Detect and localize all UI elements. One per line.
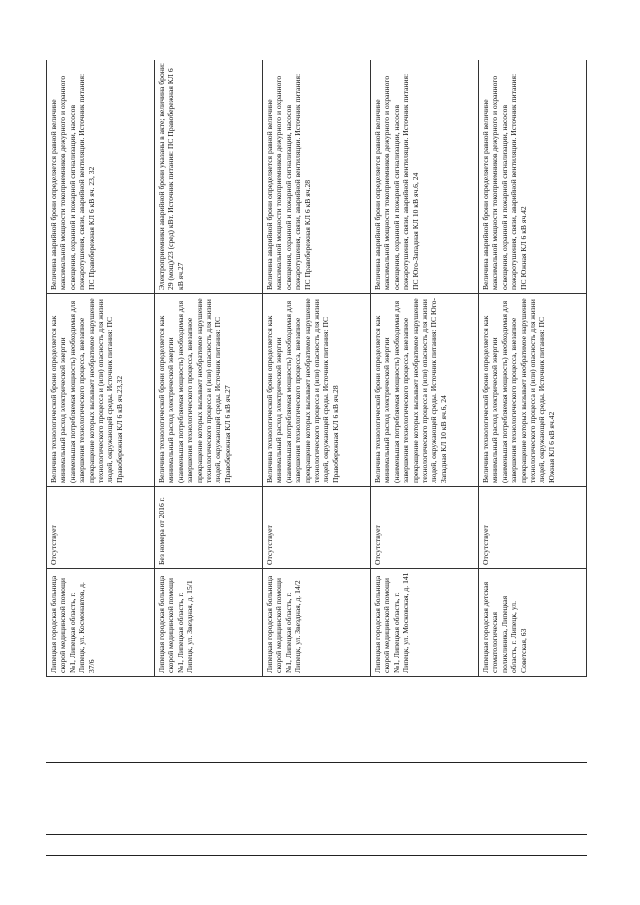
divider-line <box>46 762 587 763</box>
document-cell: Отсутствует <box>47 487 155 569</box>
document-cell: Отсутствует <box>263 487 371 569</box>
tech-reserve-cell: Величина технологической брони определяется как минимальный расход электрической энергии (наименьшая потребляемая мощность) необходимая для завершения технологического процесса, внезапное прекращение которых вызывает необратимое нарушение технологического процесса и (или) опасность для жизни людей, окружающей среды. Источник питания: ПС Правобережная КЛ 6 кВ яч.28 <box>263 294 371 487</box>
document-cell: Отсутствует <box>371 487 479 569</box>
reserve-table <box>46 60 587 677</box>
table-row <box>371 60 479 677</box>
table-viewport <box>46 60 587 677</box>
table-row <box>47 60 155 677</box>
facility-name-cell: Липецкая городская больница скорой медицинской помощи №1, Липецкая область, г. Липецк, ул. Звездная, д. 14/2 <box>263 569 371 677</box>
tech-reserve-cell: Величина технологической брони определяется как минимальный расход электрической энергии (наименьшая потребляемая мощность) необходимая для завершения технологического процесса, внезапное прекращение которых вызывает необратимое нарушение технологического процесса и (или) опасность для жизни людей, окружающей среды. Источник питания: ПС Правобережная КЛ 6 кВ яч.27 <box>155 294 263 487</box>
facility-name-cell: Липецкая городская детская стоматологическая поликлиника, Липецкая область, г. Липецк, ул. Советская, 63 <box>479 569 587 677</box>
tech-reserve-cell: Величина технологической брони определяется как минимальный расход электрической энергии (наименьшая потребляемая мощность) необходимая для завершения технологического процесса, внезапное прекращение которых вызывает необратимое нарушение технологического процесса и (или) опасность для жизни людей, окружающей среды. Источник питания: ПС Юго-Западная КЛ 10 кВ яч.6, 24 <box>371 294 479 487</box>
table-row <box>155 60 263 677</box>
facility-name-cell: Липецкая городская больница скорой медицинской помощи №1, Липецкая область, г. Липецк, ул. Звездная, д. 15/1 <box>155 569 263 677</box>
divider-line <box>46 834 587 835</box>
facility-name-cell: Липецкая городская больница скорой медицинской помощи №1, Липецкая область, г. Липецк, ул. Московская, д. 141 <box>371 569 479 677</box>
table-row <box>263 60 371 677</box>
document-cell: Отсутствует <box>479 487 587 569</box>
divider-line <box>46 855 587 856</box>
tech-reserve-cell: Величина технологической брони определяется как минимальный расход электрической энергии (наименьшая потребляемая мощность) необходимая для завершения технологического процесса, внезапное прекращение которых вызывает необратимое нарушение технологического процесса и (или) опасность для жизни людей, окружающей среды. Источник питания: ПС Южная КЛ 6 кВ яч.42 <box>479 294 587 487</box>
facility-name-cell: Липецкая городская больница скорой медицинской помощи №1, Липецкая область, г. Липецк, ул. Космонавтов, д. 37/6 <box>47 569 155 677</box>
emergency-reserve-cell: Величина аварийной брони определяется равной величине максимальной мощности токоприемников дежурного и охранного освещения, охранной и пожарной сигнализации, насосов пожаротушения, связи, аварийной вентиляции. Источник питания: ПС Южная КЛ 6 кВ яч.42 <box>479 60 587 294</box>
emergency-reserve-cell: Электроприемники аварийной брони указаны в акте; величина брони: 29 (мощ)/23 (сред) кВт. Источник питания: ПС Правобережная КЛ 6 кВ яч.27 <box>155 60 263 294</box>
tech-reserve-cell: Величина технологической брони определяется как минимальный расход электрической энергии (наименьшая потребляемая мощность) необходимая для завершения технологического процесса, внезапное прекращение которых вызывает необратимое нарушение технологического процесса и (или) опасность для жизни людей, окружающей среды. Источник питания: ПС Правобережная КЛ 6 кВ яч.23,32 <box>47 294 155 487</box>
emergency-reserve-cell: Величина аварийной брони определяется равной величине максимальной мощности токоприемников дежурного и охранного освещения, охранной и пожарной сигнализации, насосов пожаротушения, связи, аварийной вентиляции. Источник питания: ПС Правобережная КЛ 6 кВ яч.28 <box>263 60 371 294</box>
rotated-table-container <box>46 60 587 677</box>
document-cell: Без номера от 2016 г. <box>155 487 263 569</box>
table-row <box>479 60 587 677</box>
emergency-reserve-cell: Величина аварийной брони определяется равной величине максимальной мощности токоприемников дежурного и охранного освещения, охранной и пожарной сигнализации, насосов пожаротушения, связи, аварийной вентиляции. Источник питания: ПС Правобережная КЛ 6 кВ яч. 23, 32 <box>47 60 155 294</box>
emergency-reserve-cell: Величина аварийной брони определяется равной величине максимальной мощности токоприемников дежурного и охранного освещения, охранной и пожарной сигнализации, насосов пожаротушения, связи, аварийной вентиляции. Источник питания: ПС Юго-Западная КЛ 10 кВ яч.6, 24 <box>371 60 479 294</box>
